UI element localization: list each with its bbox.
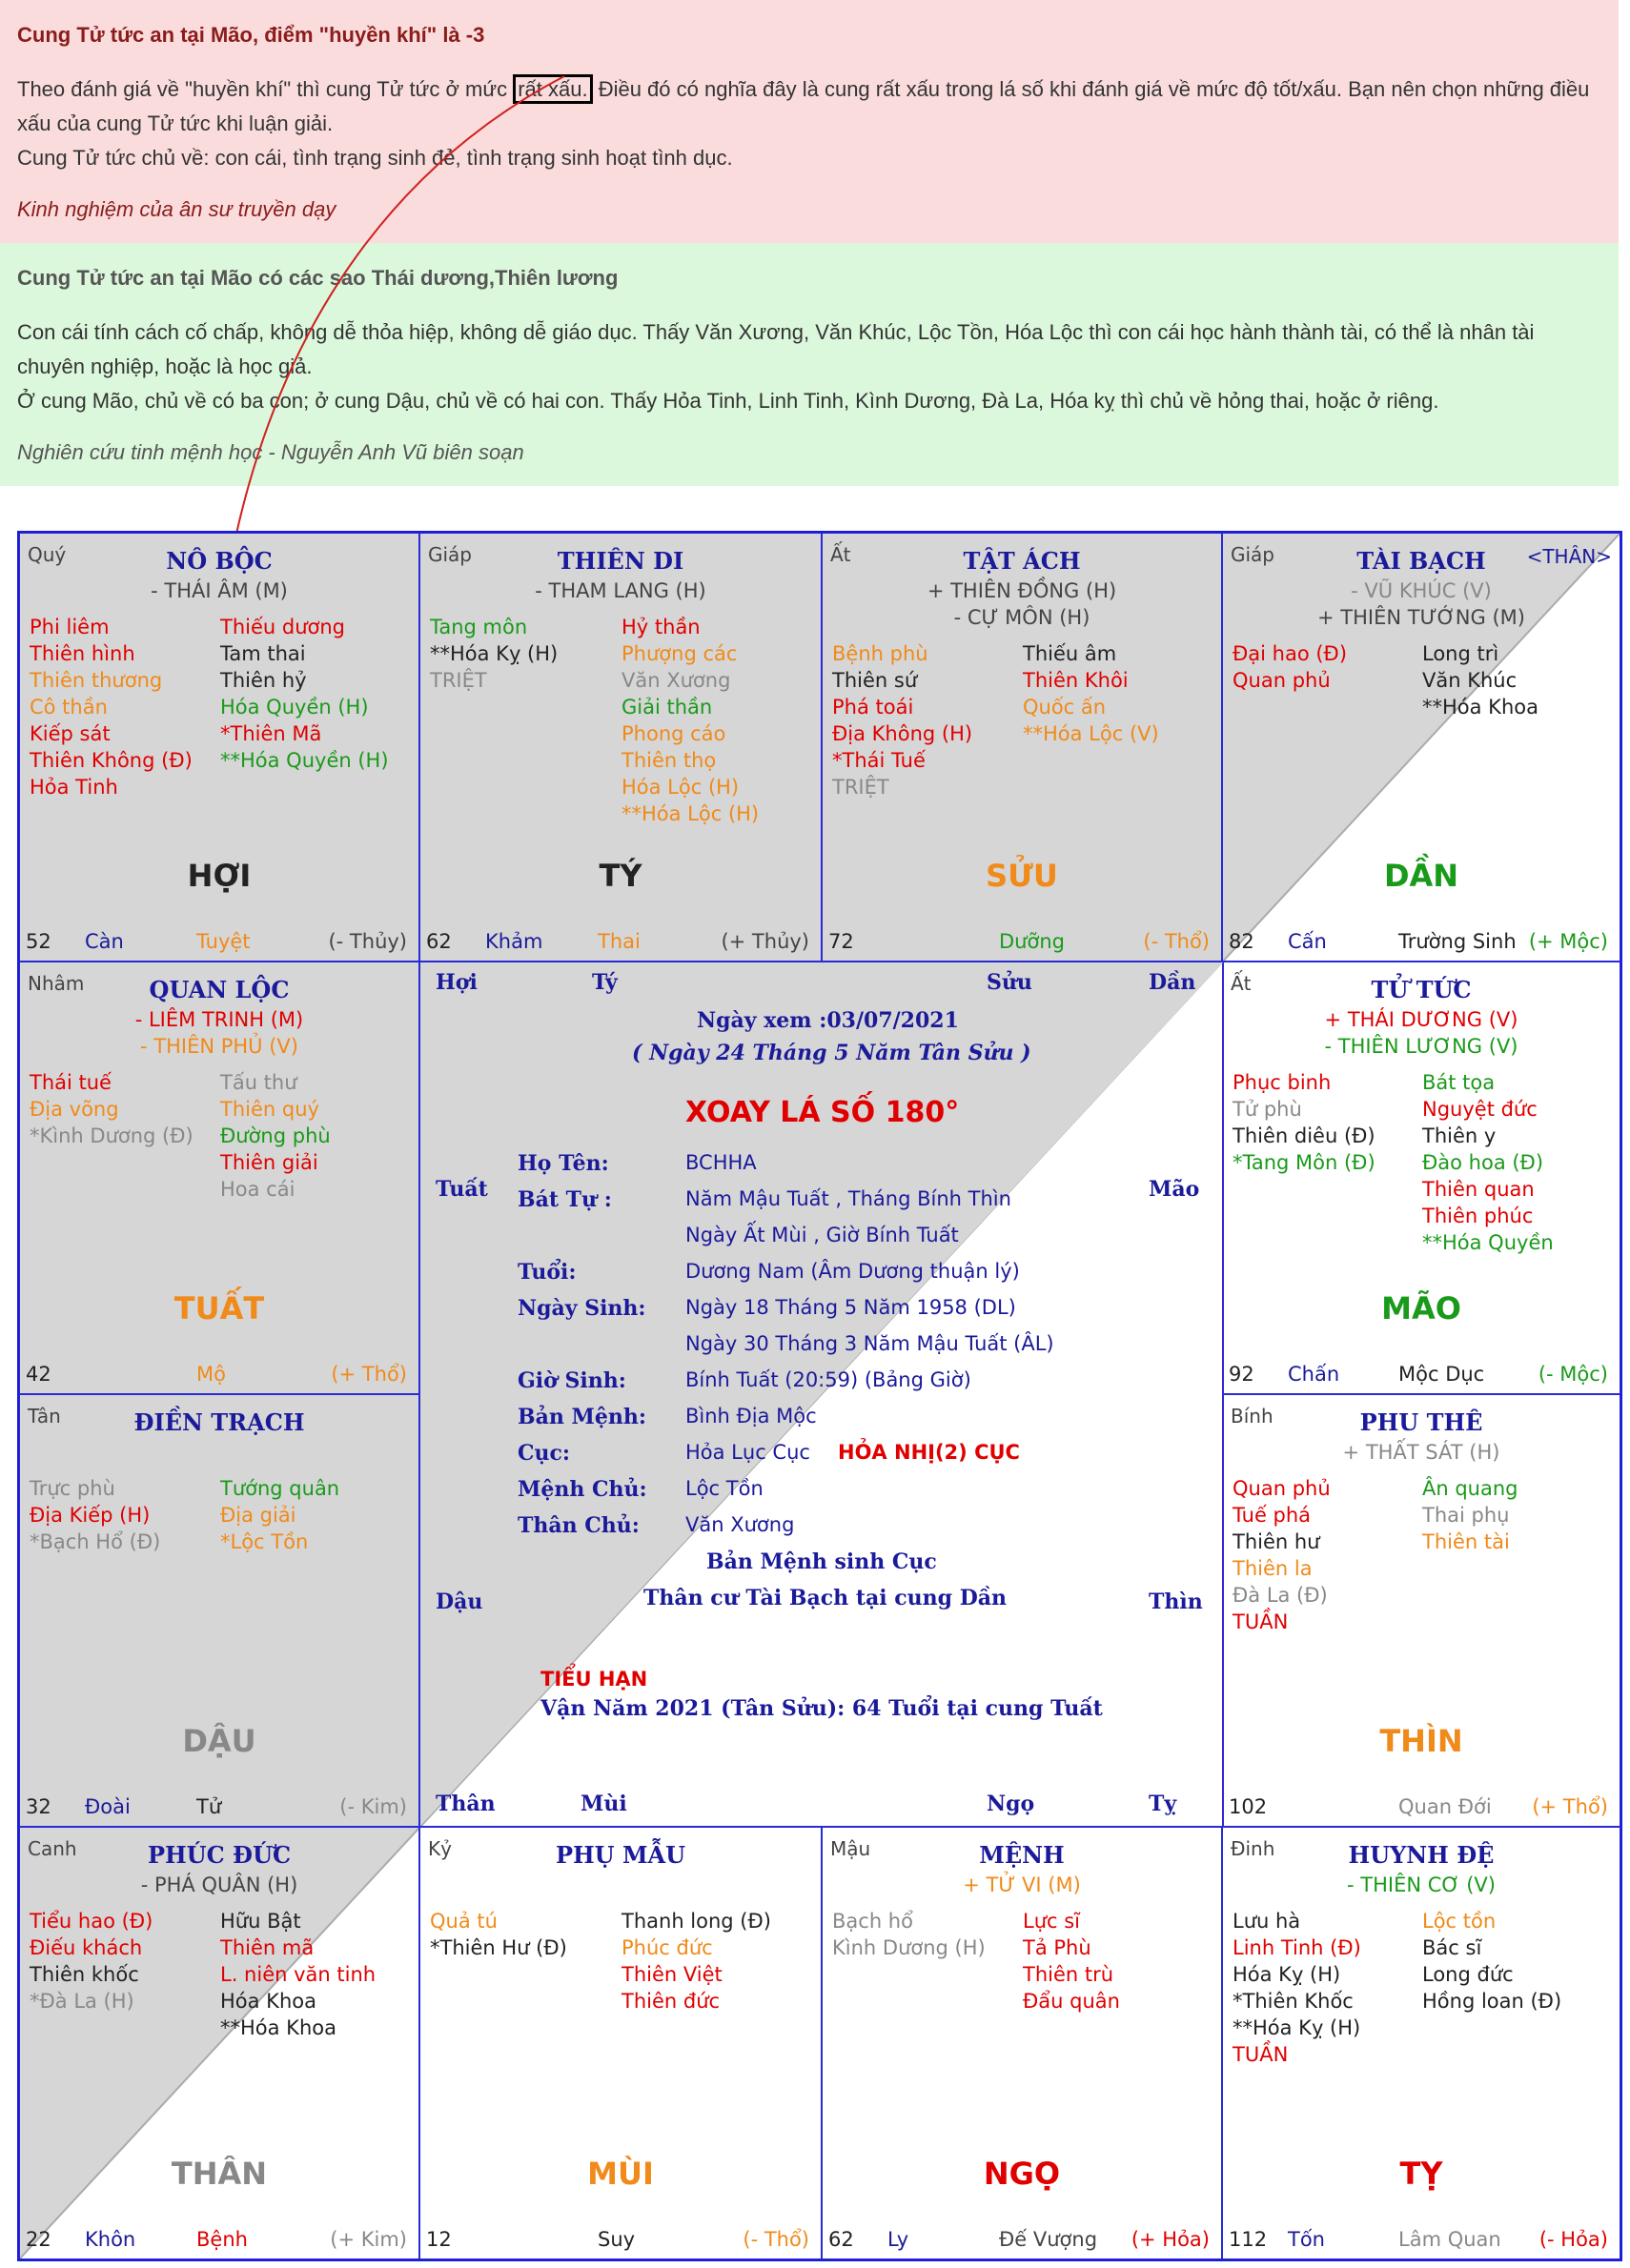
minor-star: Phá toái — [832, 696, 914, 719]
minor-star: Quả tú — [430, 1910, 498, 1933]
palace-name: ĐIỀN TRẠCH — [133, 1408, 305, 1436]
minor-star: Thiên la — [1233, 1557, 1313, 1580]
palace-age: 112 — [1229, 2228, 1268, 2251]
minor-star: Kiếp sát — [30, 722, 111, 745]
minor-star: Phục binh — [1233, 1071, 1332, 1094]
palace-age: 22 — [26, 2228, 51, 2251]
minor-star: Giải thần — [621, 696, 713, 719]
than-marker: <THÂN> — [1526, 545, 1612, 568]
minor-star: Đường phù — [220, 1124, 331, 1147]
rating-meaning: Cung Tử tức chủ về: con cái, tình trạng sinh đẻ, tình trạng sinh hoạt tình dục. — [17, 146, 733, 170]
palace-element: (- Mộc) — [1538, 1363, 1608, 1386]
rating-text-b: Điều đó có nghĩa đây là cung rất xấu trong lá số khi đánh giá về mức độ tốt/xấu. Bạn nên chọn những điều xấu của cung Tử tức khi luận giải. — [17, 77, 1590, 135]
palace-thien-di[interactable] — [419, 533, 822, 962]
rating-text-a: Theo đánh giá về "huyền khí" thì cung Tử tức ở mức — [17, 77, 514, 101]
palace-stem: Giáp — [428, 543, 473, 566]
minor-star: Thiên thọ — [621, 749, 717, 772]
main-stars — [20, 577, 418, 604]
main-star: - LIÊM TRINH (M) — [134, 1008, 304, 1031]
minor-star: Thiếu dương — [220, 616, 346, 638]
minor-star: *Đà La (H) — [30, 1990, 134, 2013]
palace-trigram: Tốn — [1288, 2228, 1325, 2251]
palace-name: PHÚC ĐỨC — [147, 1841, 292, 1869]
stars-paragraph-2: Ở cung Mão, chủ về có ba con; ở cung Dậu, chủ về có hai con. Thấy Hỏa Tinh, Linh Tinh, Kình Dương, Đà La, Hóa kỵ thì chủ về hỏng thai, hoặc ở riêng. — [17, 389, 1439, 413]
minor-star: *Thiên Hư (Đ) — [430, 1936, 567, 1959]
minor-star: Thái tuế — [30, 1071, 112, 1094]
horoscope-chart — [17, 531, 1622, 2261]
view-lunar-date: ( Ngày 24 Tháng 5 Năm Tân Sửu ) — [632, 1041, 1031, 1065]
corner-dau: Dậu — [436, 1590, 483, 1614]
minor-star: TRIỆT — [832, 776, 889, 799]
minor-star: Thiên diêu (Đ) — [1233, 1124, 1375, 1147]
main-star: + THIÊN ĐỒNG (H) — [927, 579, 1117, 602]
palace-phu-mau[interactable] — [419, 1827, 822, 2259]
cuc-value: Hỏa Lục Cục — [685, 1441, 810, 1464]
main-stars — [823, 577, 1221, 631]
minor-star: Địa Không (H) — [832, 722, 973, 745]
minor-stars-right — [1023, 1908, 1120, 2015]
minor-star: Thiên quý — [220, 1098, 319, 1121]
name-value: BCHHA — [685, 1151, 757, 1174]
corner-ngo: Ngọ — [987, 1792, 1035, 1816]
palace-name: PHU THÊ — [1359, 1408, 1483, 1436]
palace-branch: THÂN — [171, 2156, 268, 2192]
palace-branch: TỴ — [1399, 2156, 1443, 2192]
palace-stem: Đinh — [1231, 1837, 1275, 1860]
minor-star: Phong cáo — [621, 722, 726, 745]
minor-star: Thiên trù — [1023, 1963, 1114, 1986]
corner-dan: Dần — [1149, 970, 1196, 995]
palace-branch: DẦN — [1383, 858, 1459, 894]
corner-suu: Sửu — [987, 970, 1032, 995]
minor-star: Kình Dương (H) — [832, 1936, 986, 1959]
minor-star: Quan phủ — [1233, 1477, 1331, 1500]
palace-name: QUAN LỘC — [149, 976, 290, 1003]
palace-branch: TÝ — [599, 858, 642, 894]
main-stars — [823, 1872, 1221, 1898]
palace-branch: MÙI — [587, 2156, 654, 2192]
palace-tu-tuc[interactable] — [1222, 962, 1620, 1394]
palace-branch: MÃO — [1381, 1290, 1461, 1326]
palace-stage: Đế Vượng — [999, 2228, 1098, 2251]
palace-element: (+ Thủy) — [721, 930, 809, 953]
palace-stage: Lâm Quan — [1398, 2228, 1501, 2251]
minor-star: Bạch hổ — [832, 1910, 913, 1933]
main-star: + TỬ VI (M) — [963, 1873, 1081, 1896]
rating-highlight: rất xấu. — [513, 74, 592, 104]
main-star: - THÁI ÂM (M) — [151, 579, 288, 602]
minor-star: Bệnh phù — [832, 642, 928, 665]
main-stars — [1223, 577, 1620, 631]
minor-stars-right — [1422, 1908, 1561, 2015]
corner-thin: Thìn — [1149, 1590, 1203, 1614]
birth-value-2: Ngày 30 Tháng 3 Năm Mậu Tuất (ÂL) — [685, 1332, 1054, 1355]
minor-star: Hỷ thần — [621, 616, 701, 638]
main-stars — [420, 577, 821, 604]
palace-name: PHỤ MẪU — [555, 1841, 686, 1869]
minor-stars-left — [30, 1069, 194, 1149]
minor-star: TUẦN — [1233, 2043, 1289, 2066]
palace-name: TÀI BẠCH — [1356, 547, 1486, 575]
minor-stars-right — [1422, 1475, 1518, 1555]
minor-star: Thiên Việt — [621, 1963, 723, 1986]
minor-star: Thiên sứ — [832, 669, 918, 692]
minor-star: Điếu khách — [30, 1936, 143, 1959]
palace-stage: Mộc Dục — [1398, 1363, 1485, 1386]
minor-star: Linh Tinh (Đ) — [1233, 1936, 1361, 1959]
palace-stage: Tuyệt — [196, 930, 251, 953]
minor-star: Ân quang — [1422, 1477, 1518, 1500]
main-star: - THIÊN PHỦ (V) — [140, 1035, 298, 1058]
minor-star: TRIỆT — [430, 669, 487, 692]
palace-stem: Giáp — [1231, 543, 1275, 566]
minor-stars-right — [220, 1475, 339, 1555]
battu-label: Bát Tự : — [518, 1187, 612, 1212]
minor-star: *Bạch Hổ (Đ) — [30, 1530, 161, 1553]
minor-stars-left — [30, 614, 193, 800]
palace-element: (+ Hỏa) — [1131, 2228, 1210, 2251]
minor-stars-left — [832, 1908, 986, 1961]
main-star: + THẤT SÁT (H) — [1342, 1441, 1500, 1464]
palace-element: (+ Kim) — [330, 2228, 407, 2251]
minor-stars-right — [621, 614, 759, 827]
minor-star: Thiên giải — [220, 1151, 318, 1174]
minor-star: *Lộc Tồn — [220, 1530, 309, 1553]
thanchu-label: Thân Chủ: — [518, 1513, 640, 1538]
palace-stem: Mậu — [830, 1837, 871, 1860]
palace-name: THIÊN DI — [557, 547, 684, 575]
main-star: - PHÁ QUÂN (H) — [140, 1873, 298, 1896]
corner-ty: Tý — [592, 970, 618, 995]
minor-star: Thiên hư — [1233, 1530, 1320, 1553]
minor-star: **Hóa Lộc (H) — [621, 802, 760, 825]
palace-age: 32 — [26, 1795, 51, 1818]
palace-stage: Quan Đới — [1398, 1795, 1492, 1818]
minor-star: Thai phụ — [1422, 1504, 1510, 1527]
minor-star: **Hóa Quyền (H) — [220, 749, 389, 772]
chart-center — [419, 962, 1224, 1827]
palace-menh[interactable] — [822, 1827, 1222, 2259]
minor-star: Cô thần — [30, 696, 108, 719]
palace-age: 52 — [26, 930, 51, 953]
palace-branch: NGỌ — [983, 2156, 1061, 2192]
minor-star: Hóa Khoa — [220, 1990, 316, 2013]
minor-star: Thiên phúc — [1422, 1205, 1534, 1227]
palace-element: (- Hỏa) — [1538, 2228, 1608, 2251]
minor-star: **Hóa Lộc (V) — [1023, 722, 1159, 745]
minor-star: Thiên tài — [1422, 1530, 1510, 1553]
palace-tat-ach[interactable] — [822, 533, 1222, 962]
rotate-180-link[interactable]: XOAY LÁ SỐ 180° — [685, 1096, 960, 1129]
minor-stars-right — [1422, 640, 1538, 720]
minor-star: Bác sĩ — [1422, 1936, 1482, 1959]
minor-star: Hồng loan (Đ) — [1422, 1990, 1562, 2013]
minor-star: Lộc tồn — [1422, 1910, 1497, 1933]
minor-star: Đẩu quân — [1023, 1990, 1120, 2013]
palace-trigram: Càn — [85, 930, 124, 953]
palace-name: NÔ BỘC — [166, 547, 273, 575]
minor-stars-right — [1023, 640, 1159, 747]
minor-stars-left — [430, 1908, 567, 1961]
minor-star: Địa Kiếp (H) — [30, 1504, 151, 1527]
palace-tai-bach[interactable] — [1222, 533, 1620, 962]
main-stars — [1223, 1439, 1620, 1466]
palace-age: 62 — [426, 930, 452, 953]
minor-star: Phượng các — [621, 642, 738, 665]
minor-stars-right — [1422, 1069, 1554, 1256]
tieu-han-label: TIỂU HẠN — [540, 1668, 648, 1691]
palace-trigram: Chấn — [1288, 1363, 1340, 1386]
palace-name: MỆNH — [979, 1841, 1065, 1869]
palace-stem: Nhâm — [28, 972, 85, 995]
main-star: - CỰ MÔN (H) — [953, 606, 1090, 629]
minor-star: Văn Xương — [621, 669, 731, 692]
minor-star: Tang môn — [430, 616, 528, 638]
minor-stars-left — [1233, 1908, 1361, 2068]
minor-stars-right — [621, 1908, 771, 2015]
minor-stars-left — [430, 614, 558, 694]
palace-stage: Dưỡng — [999, 930, 1065, 953]
minor-star: Quốc ấn — [1023, 696, 1107, 719]
minor-star: *Kình Dương (Đ) — [30, 1124, 194, 1147]
main-stars — [1223, 1872, 1620, 1898]
minor-stars-left — [30, 1475, 160, 1555]
minor-star: Thiên hỷ — [220, 669, 307, 692]
palace-branch: TUẤT — [173, 1290, 265, 1326]
palace-stem: Canh — [28, 1837, 77, 1860]
palace-quan-loc[interactable] — [19, 962, 419, 1394]
than-cu-note: Thân cư Tài Bạch tại cung Dần — [643, 1586, 1008, 1610]
minor-star: Hữu Bật — [220, 1910, 301, 1933]
palace-age: 72 — [828, 930, 854, 953]
minor-star: Thiên quan — [1422, 1178, 1535, 1201]
minor-star: Thiên y — [1422, 1124, 1497, 1147]
minor-star: Long trì — [1422, 642, 1499, 665]
main-stars — [20, 1006, 418, 1060]
birth-value-1: Ngày 18 Tháng 5 Năm 1958 (DL) — [685, 1296, 1016, 1319]
minor-star: **Hóa Khoa — [1422, 696, 1538, 719]
minor-star: Tam thai — [220, 642, 306, 665]
palace-stem: Tân — [28, 1405, 61, 1428]
battu-value-1: Năm Mậu Tuất , Tháng Bính Thìn — [685, 1187, 1011, 1210]
palace-age: 102 — [1229, 1795, 1268, 1818]
main-star: + THIÊN TƯỚNG (M) — [1317, 606, 1525, 629]
palace-branch: DẬU — [182, 1723, 256, 1759]
palace-trigram: Ly — [887, 2228, 909, 2251]
palace-branch: SỬU — [986, 858, 1058, 894]
palace-name: TỬ TỨC — [1371, 976, 1472, 1003]
palace-branch: HỢI — [187, 858, 252, 894]
palace-element: (- Thổ) — [743, 2228, 809, 2251]
rating-title: Cung Tử tức an tại Mão, điểm "huyền khí" là -3 — [17, 23, 485, 47]
palace-stem: Quý — [28, 543, 67, 566]
palace-trigram: Khôn — [85, 2228, 136, 2251]
minor-star: Thiên mã — [220, 1936, 315, 1959]
palace-phu-the[interactable] — [1222, 1394, 1620, 1827]
name-label: Họ Tên: — [518, 1151, 609, 1176]
minor-stars-right — [220, 1069, 331, 1203]
minor-star: Quan phủ — [1233, 669, 1331, 692]
age-label: Tuổi: — [518, 1260, 577, 1285]
minor-star: Thanh long (Đ) — [621, 1910, 771, 1933]
corner-mao: Mão — [1149, 1177, 1200, 1202]
palace-stem: Kỷ — [428, 1837, 452, 1860]
palace-element: (- Kim) — [339, 1795, 407, 1818]
minor-stars-left — [1233, 1069, 1375, 1176]
palace-dien-trach[interactable] — [19, 1394, 419, 1827]
minor-star: *Thiên Khốc — [1233, 1990, 1354, 2013]
minor-star: Long đức — [1422, 1963, 1514, 1986]
palace-trigram: Cấn — [1288, 930, 1327, 953]
palace-stem: Ất — [1231, 972, 1252, 995]
minor-star: Lực sĩ — [1023, 1910, 1081, 1933]
minor-star: Đại hao (Đ) — [1233, 642, 1348, 665]
palace-stage: Suy — [598, 2228, 636, 2251]
minor-star: **Hóa Quyền — [1422, 1231, 1554, 1254]
cuc-correction: HỎA NHỊ(2) CỤC — [838, 1441, 1020, 1464]
palace-age: 42 — [26, 1363, 51, 1386]
minor-star: Nguyệt đức — [1422, 1098, 1538, 1121]
palace-stage: Trường Sinh — [1398, 930, 1517, 953]
minor-star: Tướng quân — [220, 1477, 340, 1500]
minor-star: Địa võng — [30, 1098, 119, 1121]
annotation-line — [0, 0, 1630, 572]
minor-stars-right — [220, 614, 389, 774]
cuc-label: Cục: — [518, 1441, 571, 1466]
palace-element: (+ Mộc) — [1528, 930, 1608, 953]
minor-star: *Thái Tuế — [832, 749, 926, 772]
minor-star: Thiên Khôi — [1023, 669, 1129, 692]
minor-stars-left — [30, 1908, 153, 2015]
corner-tuat: Tuất — [436, 1177, 488, 1202]
palace-age: 82 — [1229, 930, 1254, 953]
minor-star: Phi liêm — [30, 616, 110, 638]
palace-trigram: Khảm — [485, 930, 543, 953]
menhchu-label: Mệnh Chủ: — [518, 1477, 647, 1502]
minor-stars-left — [832, 640, 972, 800]
minor-star: Thiên đức — [621, 1990, 721, 2013]
minor-stars-left — [1233, 640, 1347, 694]
minor-star: Hoa cái — [220, 1178, 295, 1201]
palace-trigram: Đoài — [85, 1795, 131, 1818]
palace-no-boc[interactable] — [19, 533, 419, 962]
minor-star: Hỏa Tinh — [30, 776, 118, 799]
minor-star: Hóa Kỵ (H) — [1233, 1963, 1341, 1986]
minor-star: Địa giải — [220, 1504, 296, 1527]
view-date: Ngày xem :03/07/2021 — [697, 1008, 959, 1033]
minor-star: Tiểu hao (Đ) — [30, 1910, 153, 1933]
palace-stage: Bệnh — [196, 2228, 248, 2251]
minor-star: Thiếu âm — [1023, 642, 1117, 665]
minor-star: *Tang Môn (Đ) — [1233, 1151, 1375, 1174]
palace-element: (+ Thổ) — [1532, 1795, 1608, 1818]
minor-star: Tử phù — [1233, 1098, 1302, 1121]
main-star: - THAM LANG (H) — [535, 579, 706, 602]
minor-star: Tấu thư — [220, 1071, 297, 1094]
palace-age: 92 — [1229, 1363, 1254, 1386]
palace-phuc-duc[interactable] — [19, 1827, 419, 2259]
birth-label: Ngày Sinh: — [518, 1296, 646, 1321]
minor-star: TUẦN — [1233, 1610, 1289, 1633]
palace-name: HUYNH ĐỆ — [1348, 1841, 1495, 1869]
age-value: Dương Nam (Âm Dương thuận lý) — [685, 1260, 1020, 1283]
minor-star: Tả Phù — [1023, 1936, 1091, 1959]
minor-star: Thiên hình — [30, 642, 135, 665]
menh-label: Bản Mệnh: — [518, 1405, 646, 1429]
palace-element: (+ Thổ) — [331, 1363, 407, 1386]
corner-ty2: Tỵ — [1149, 1792, 1177, 1816]
minor-star: Thiên Không (Đ) — [30, 749, 193, 772]
main-star: - THIÊN CƠ (V) — [1347, 1873, 1496, 1896]
palace-name: TẬT ÁCH — [963, 547, 1081, 575]
minor-star: Trực phù — [30, 1477, 115, 1500]
main-stars — [20, 1872, 418, 1898]
corner-than: Thân — [436, 1792, 496, 1816]
corner-hoi: Hợi — [436, 970, 478, 995]
palace-stage: Tử — [196, 1795, 222, 1818]
stars-paragraph-1: Con cái tính cách cố chấp, không dễ thỏa hiệp, không dễ giáo dục. Thấy Văn Xương, Văn Khúc, Lộc Tồn, Hóa Lộc thì con cái học hành thành tài, có thể là nhân tài chuyên nghiệp, hoặc là học giả. — [17, 320, 1535, 378]
battu-value-2: Ngày Ất Mùi , Giờ Bính Tuất — [685, 1224, 959, 1246]
minor-star: Hóa Lộc (H) — [621, 776, 740, 799]
minor-star: *Thiên Mã — [220, 722, 322, 745]
main-star: - THIÊN LƯƠNG (V) — [1324, 1035, 1518, 1058]
rating-source: Kinh nghiệm của ân sư truyền dạy — [17, 197, 336, 221]
minor-star: Hóa Quyền (H) — [220, 696, 369, 719]
menh-cuc-note: Bản Mệnh sinh Cục — [706, 1549, 937, 1574]
palace-age: 62 — [828, 2228, 854, 2251]
hour-label: Giờ Sinh: — [518, 1368, 626, 1393]
van-nam: Vận Năm 2021 (Tân Sửu): 64 Tuổi tại cung Tuất — [540, 1696, 1103, 1721]
menhchu-value: Lộc Tồn — [685, 1477, 764, 1500]
palace-element: (- Thủy) — [328, 930, 407, 953]
main-star: - VŨ KHÚC (V) — [1351, 579, 1492, 602]
minor-star: Văn Khúc — [1422, 669, 1518, 692]
hour-value: Bính Tuất (20:59) (Bảng Giờ) — [685, 1368, 971, 1391]
minor-star: L. niên văn tinh — [220, 1963, 377, 1986]
palace-stem: Ất — [830, 543, 851, 566]
palace-stem: Bính — [1231, 1405, 1273, 1428]
main-star: + THÁI DƯƠNG (V) — [1324, 1008, 1518, 1031]
minor-star: Đà La (Đ) — [1233, 1584, 1328, 1607]
minor-stars-left — [1233, 1475, 1331, 1635]
corner-mui: Mùi — [581, 1792, 627, 1816]
thanchu-value: Văn Xương — [685, 1513, 795, 1536]
palace-element: (- Thổ) — [1143, 930, 1210, 953]
palace-stage: Mộ — [196, 1363, 226, 1386]
minor-star: **Hóa Kỵ (H) — [430, 642, 559, 665]
minor-star: Đào hoa (Đ) — [1422, 1151, 1544, 1174]
palace-age: 12 — [426, 2228, 452, 2251]
minor-star: **Hóa Khoa — [220, 2016, 336, 2039]
menh-value: Bình Địa Mộc — [685, 1405, 817, 1428]
palace-stage: Thai — [598, 930, 641, 953]
stars-title: Cung Tử tức an tại Mão có các sao Thái dương,Thiên lương — [17, 266, 619, 290]
minor-star: **Hóa Kỵ (H) — [1233, 2016, 1361, 2039]
stars-source: Nghiên cứu tinh mệnh học - Nguyễn Anh Vũ biên soạn — [17, 440, 524, 464]
minor-stars-right — [220, 1908, 376, 2041]
minor-star: Thiên thương — [30, 669, 163, 692]
main-stars — [1223, 1006, 1620, 1060]
minor-star: Tuế phá — [1233, 1504, 1312, 1527]
palace-huynh-de[interactable] — [1222, 1827, 1620, 2259]
minor-star: Lưu hà — [1233, 1910, 1301, 1933]
minor-star: Bát tọa — [1422, 1071, 1496, 1094]
minor-star: Phúc đức — [621, 1936, 713, 1959]
palace-branch: THÌN — [1379, 1723, 1463, 1759]
minor-star: Thiên khốc — [30, 1963, 139, 1986]
